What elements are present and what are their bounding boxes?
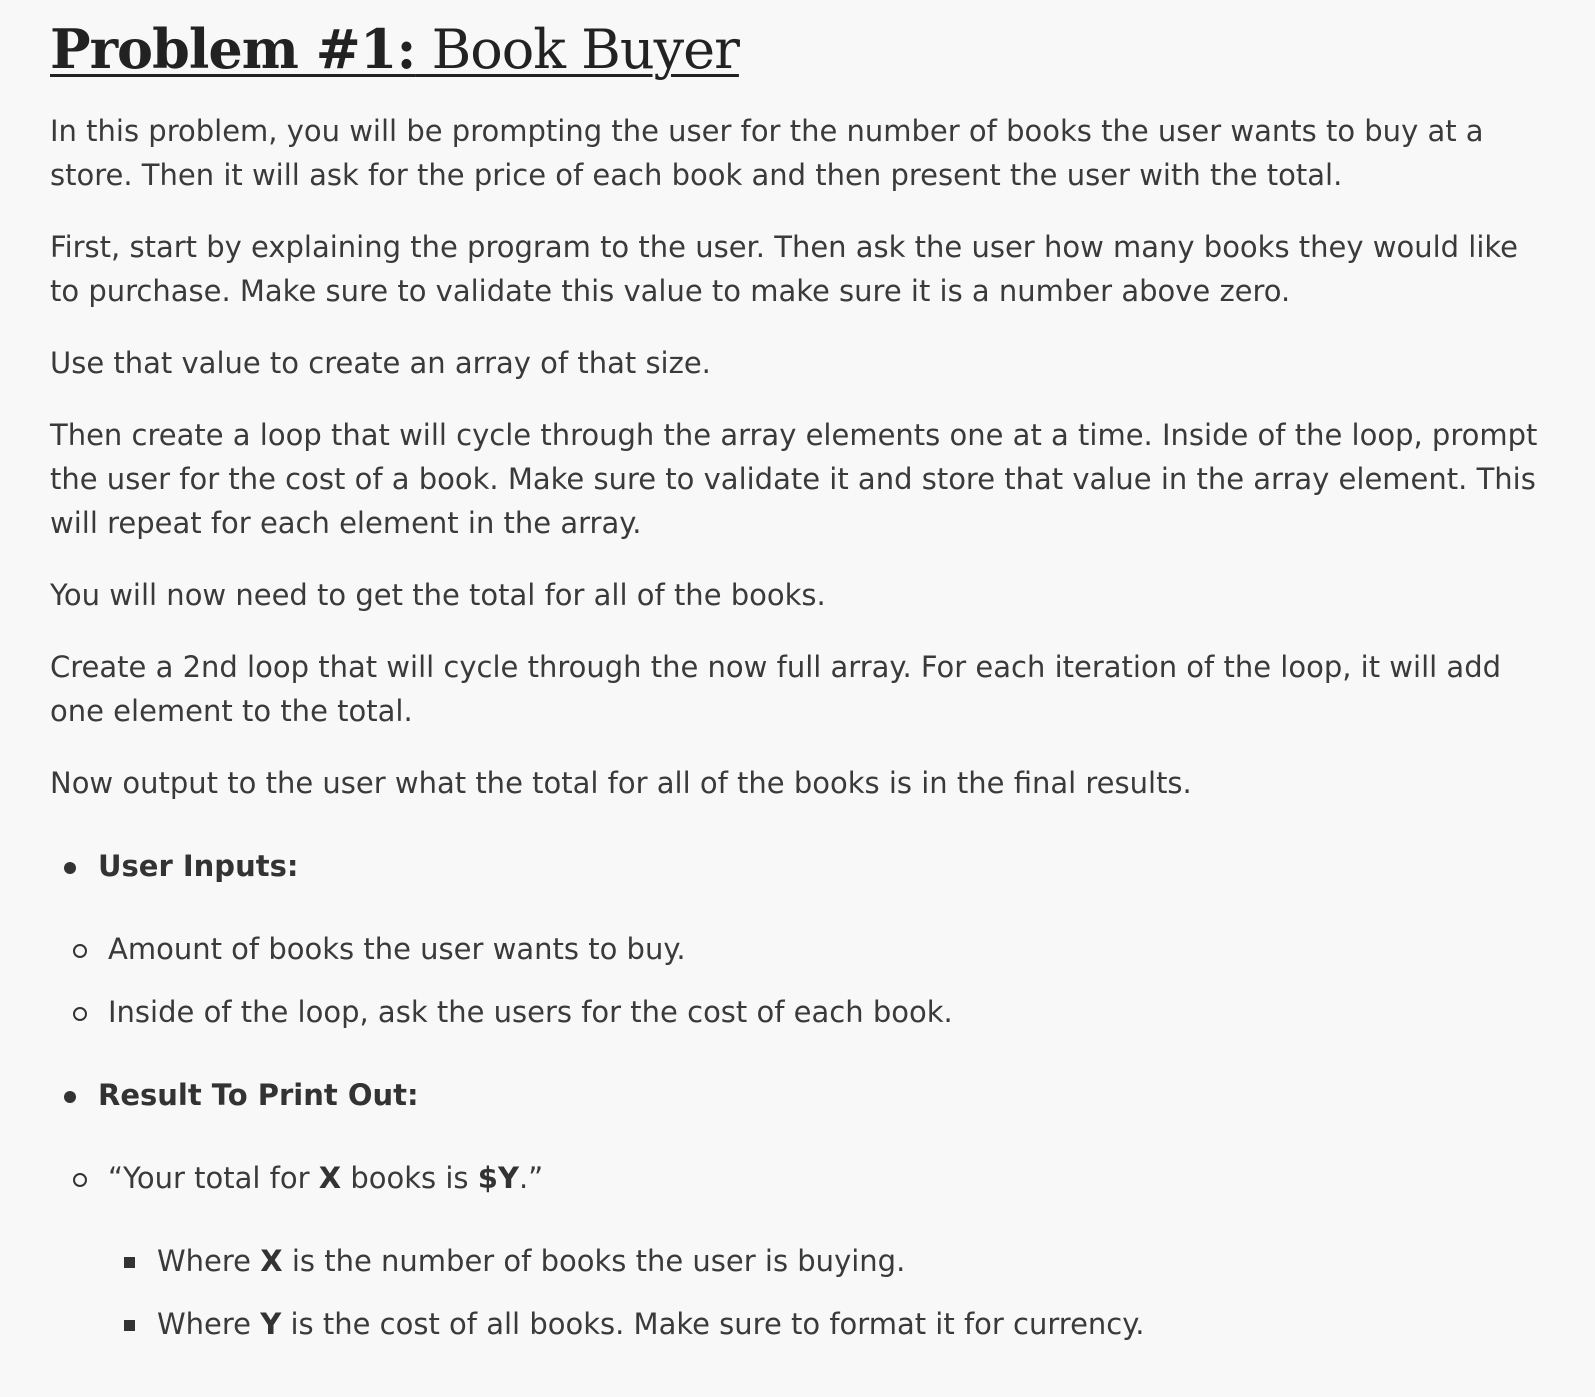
- user-inputs-heading: User Inputs:: [98, 849, 299, 883]
- note-prefix: Where: [157, 1307, 261, 1341]
- list-item-result: [50, 1073, 1545, 1117]
- note-variable: Y: [260, 1307, 282, 1341]
- paragraph-array: Use that value to create an array of that size.: [50, 346, 711, 380]
- list-item-user-inputs: [50, 844, 1545, 888]
- result-notes-list: [50, 1239, 1545, 1346]
- paragraph-output: Now output to the user what the total for all of the books is in the final results.: [50, 766, 1192, 800]
- title-problem-number: Problem #1:: [50, 17, 416, 81]
- quote-open: “Your total for: [108, 1161, 319, 1195]
- note-text: is the cost of all books. Make sure to format it for currency.: [281, 1307, 1145, 1341]
- title-name: Book Buyer: [415, 18, 739, 81]
- list-item-note-x: [50, 1239, 1545, 1283]
- page-title: [50, 10, 1545, 83]
- title-text: [50, 18, 739, 81]
- quote-y-variable: $Y: [477, 1161, 519, 1195]
- result-list: [50, 1073, 1545, 1117]
- result-heading: Result To Print Out:: [98, 1078, 419, 1112]
- result-output-list: [50, 1156, 1545, 1200]
- quote-mid: books is: [341, 1161, 478, 1195]
- paragraph-second-loop: Create a 2nd loop that will cycle through the now full array. For each iteration of the loop, it will add one element to the total.: [50, 650, 1502, 728]
- user-inputs-list: [50, 927, 1545, 1034]
- requirements-list: [50, 844, 1545, 888]
- quote-close: .”: [518, 1161, 544, 1195]
- note-variable: X: [260, 1244, 283, 1278]
- list-item: Inside of the loop, ask the users for the cost of each book.: [50, 990, 1545, 1034]
- paragraph-intro: In this problem, you will be prompting the user for the number of books the user wants to buy at a store. Then it will ask for the price of each book and then present the user with the total.: [50, 114, 1484, 192]
- list-item: Amount of books the user wants to buy.: [50, 927, 1545, 971]
- paragraph-first-step: First, start by explaining the program to the user. Then ask the user how many books they would like to purchase. Make sure to validate this value to make sure it is a number above zero.: [50, 230, 1519, 308]
- note-prefix: Where: [157, 1244, 261, 1278]
- paragraph-loop: Then create a loop that will cycle through the array elements one at a time. Inside of the loop, prompt the user for the cost of a book. Make sure to validate it and store that value in the array element. This will repeat for each element in the array.: [50, 418, 1538, 540]
- result-quote: [50, 1156, 1545, 1200]
- quote-x-variable: X: [318, 1161, 342, 1195]
- note-text: is the number of books the user is buying.: [282, 1244, 906, 1278]
- paragraph-total: You will now need to get the total for all of the books.: [50, 578, 826, 612]
- list-item-note-y: [50, 1302, 1545, 1346]
